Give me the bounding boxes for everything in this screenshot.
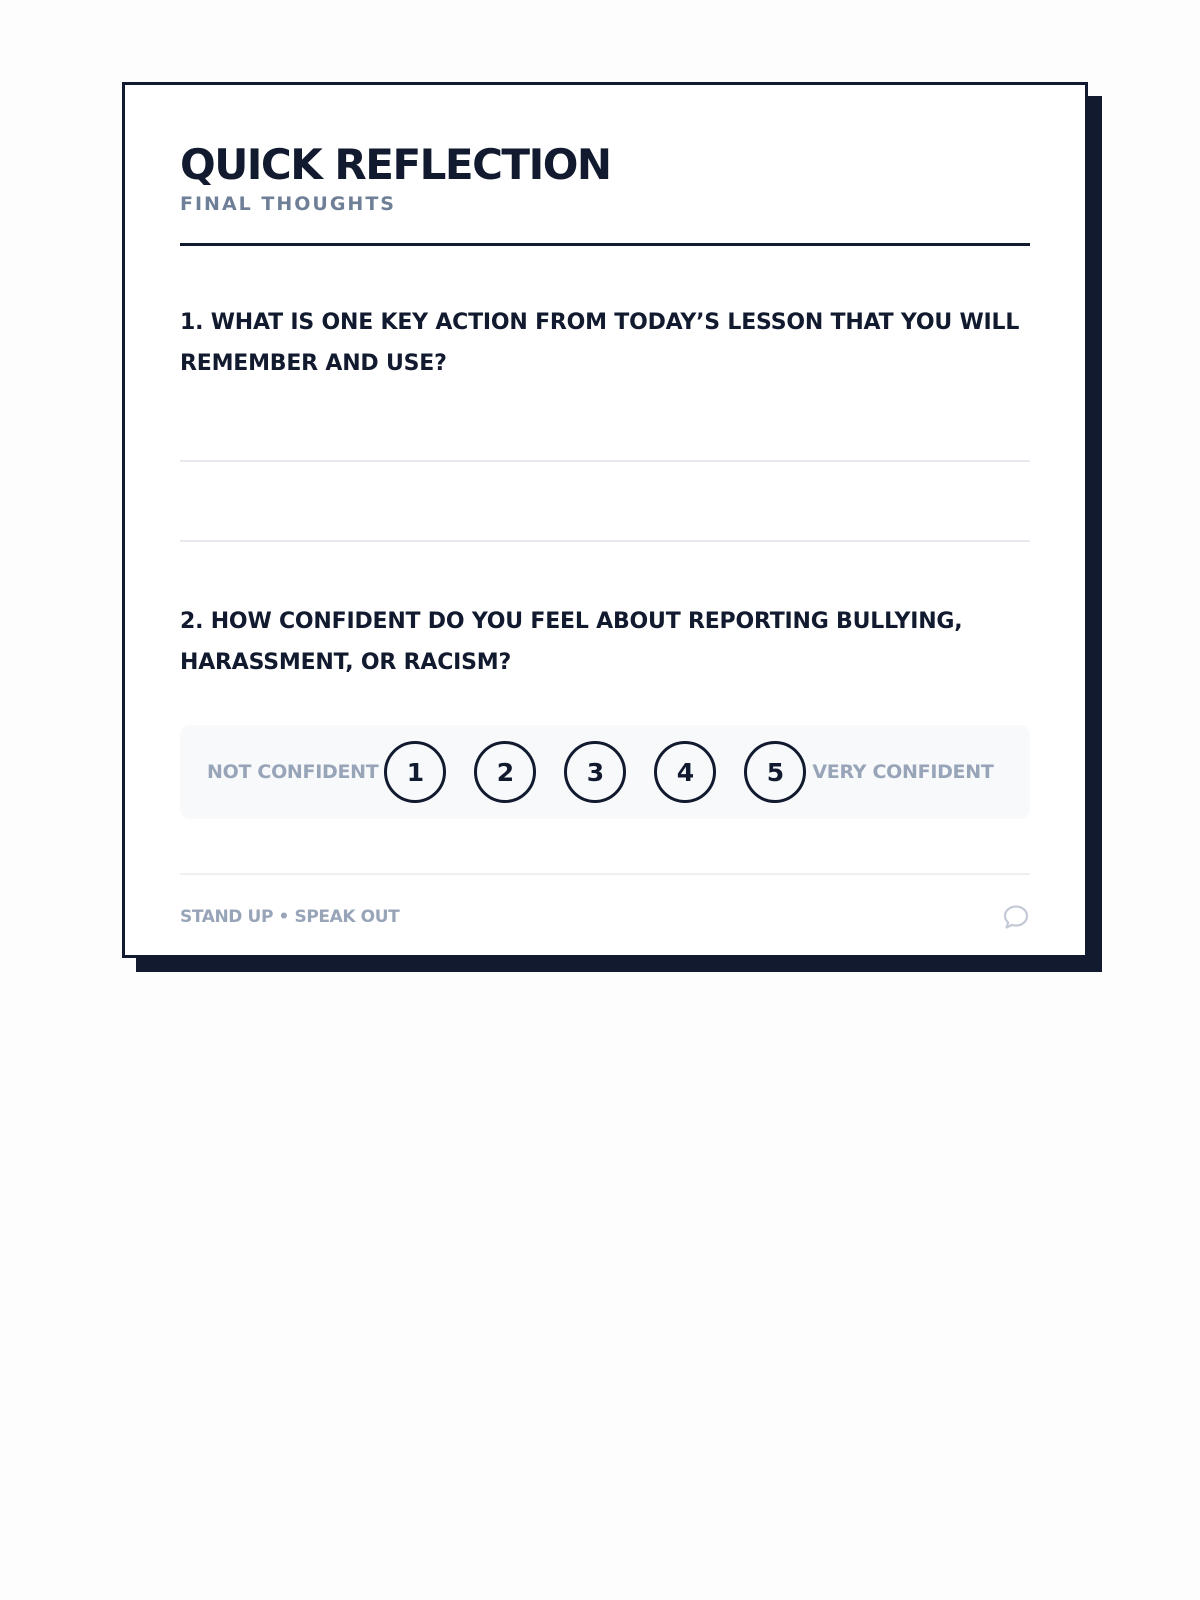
reflection-card xyxy=(122,82,1088,958)
scale-min-label: NOT CONFIDENT xyxy=(207,761,379,783)
card-footer xyxy=(180,873,1030,931)
answer-line-1[interactable] xyxy=(180,460,1030,462)
scale-option-2[interactable]: 2 xyxy=(474,741,536,803)
scale-max-label: VERY CONFIDENT xyxy=(812,761,994,783)
footer-brand: STAND UP • SPEAK OUT xyxy=(180,907,400,927)
confidence-scale xyxy=(180,725,1030,819)
card-header xyxy=(180,85,1030,246)
question-2: 2. HOW CONFIDENT DO YOU FEEL ABOUT REPORTING BULLYING, HARASSMENT, OR RACISM? xyxy=(180,609,963,675)
answer-line-2[interactable] xyxy=(180,540,1030,542)
scale-option-5[interactable]: 5 xyxy=(744,741,806,803)
scale-options xyxy=(384,741,806,803)
speech-bubble-icon xyxy=(1002,903,1030,931)
question-1: 1. WHAT IS ONE KEY ACTION FROM TODAY’S LESSON THAT YOU WILL REMEMBER AND USE? xyxy=(180,310,1020,376)
scale-option-4[interactable]: 4 xyxy=(654,741,716,803)
scale-option-3[interactable]: 3 xyxy=(564,741,626,803)
scale-option-1[interactable]: 1 xyxy=(384,741,446,803)
page-title: QUICK REFLECTION xyxy=(180,140,611,189)
page-subtitle: FINAL THOUGHTS xyxy=(180,193,396,215)
